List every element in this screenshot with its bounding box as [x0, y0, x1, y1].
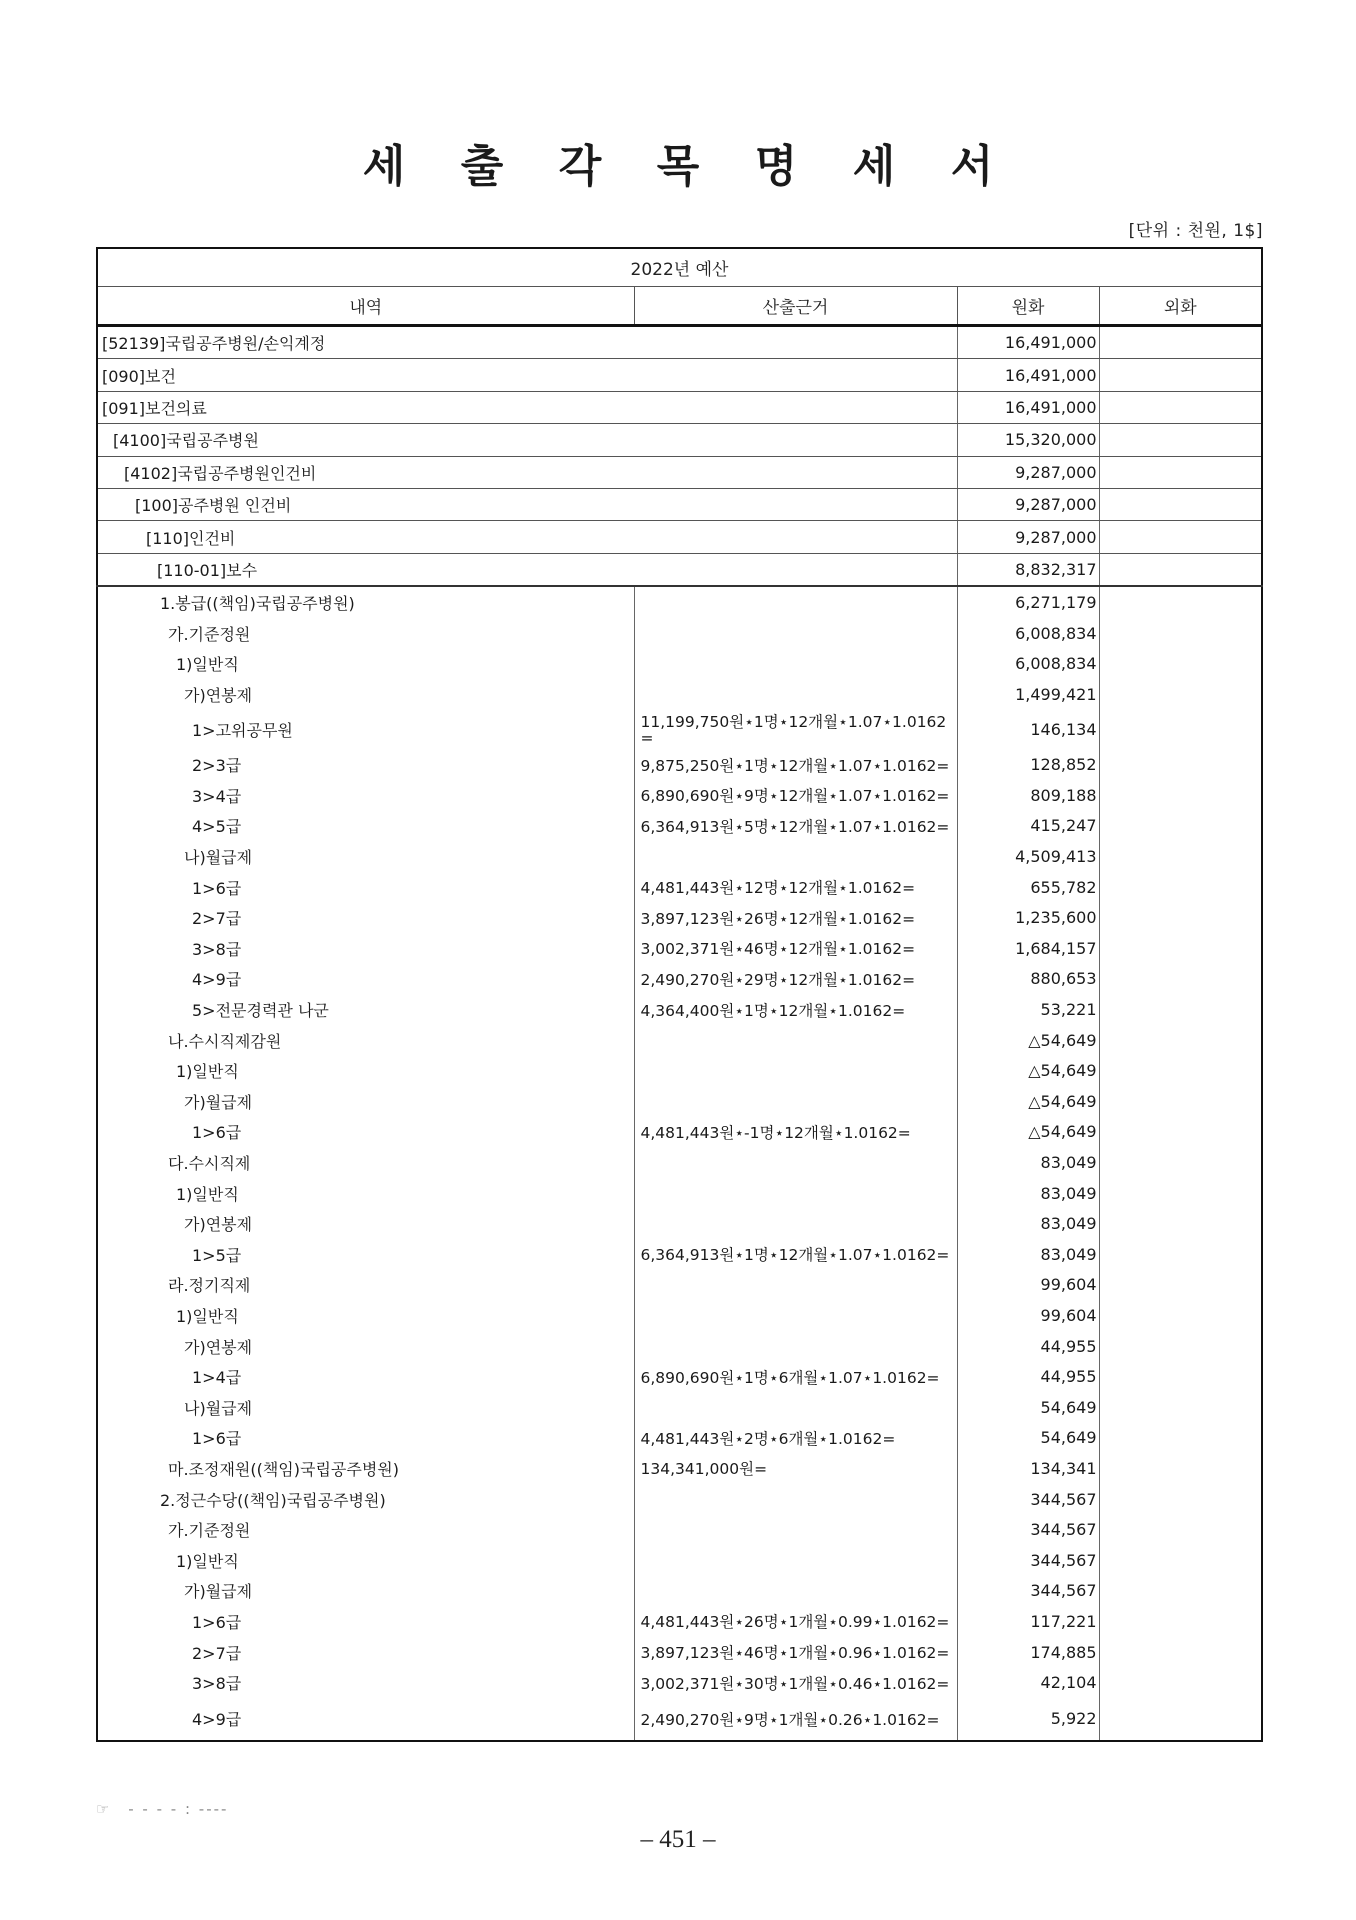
detail-row — [97, 1606, 1262, 1637]
krw-amount: 117,221 — [957, 1606, 1099, 1637]
detail-row — [97, 648, 1262, 679]
krw-amount: 16,491,000 — [957, 359, 1099, 391]
detail-row — [97, 1270, 1262, 1301]
item-label: 5>전문경력관 나군 — [97, 994, 634, 1025]
item-label: 가)월급제 — [97, 1086, 634, 1117]
krw-amount: 128,852 — [957, 750, 1099, 781]
item-label: 다.수시직제 — [97, 1147, 634, 1178]
detail-row — [97, 841, 1262, 872]
calculation-basis: 2,490,270원⋆9명⋆1개월⋆0.26⋆1.0162= — [634, 1698, 957, 1741]
krw-amount: 4,509,413 — [957, 841, 1099, 872]
item-label: [110]인건비 — [97, 521, 957, 553]
header-group-row — [97, 248, 1262, 287]
title-char: 세 — [362, 141, 406, 192]
item-label: 1>6급 — [97, 1117, 634, 1148]
detail-row — [97, 1453, 1262, 1484]
krw-amount: 344,567 — [957, 1514, 1099, 1545]
fx-amount — [1099, 1698, 1262, 1741]
krw-amount: 1,684,157 — [957, 933, 1099, 964]
item-label: 3>4급 — [97, 780, 634, 811]
item-label: 나.수시직제감원 — [97, 1025, 634, 1056]
item-label: 4>9급 — [97, 1698, 634, 1741]
summary-row — [97, 521, 1262, 553]
item-label: [4102]국립공주병원인건비 — [97, 456, 957, 488]
calculation-basis: 6,364,913원⋆5명⋆12개월⋆1.07⋆1.0162= — [634, 811, 957, 842]
item-label: 1)일반직 — [97, 1055, 634, 1086]
fx-amount — [1099, 841, 1262, 872]
item-label: 2>7급 — [97, 1637, 634, 1668]
calculation-basis: 11,199,750원⋆1명⋆12개월⋆1.07⋆1.0162 = — [634, 710, 957, 750]
item-label: 1.봉급((책임)국립공주병원) — [97, 586, 634, 618]
calculation-basis: 4,481,443원⋆-1명⋆12개월⋆1.0162= — [634, 1117, 957, 1148]
item-label: 1)일반직 — [97, 1545, 634, 1576]
fx-amount — [1099, 326, 1262, 359]
item-label: 1)일반직 — [97, 648, 634, 679]
fx-amount — [1099, 1423, 1262, 1454]
item-label: 가)연봉제 — [97, 1208, 634, 1239]
summary-row — [97, 553, 1262, 586]
fx-amount — [1099, 553, 1262, 586]
krw-amount: 344,567 — [957, 1576, 1099, 1607]
header-columns-row — [97, 287, 1262, 326]
krw-amount: 15,320,000 — [957, 424, 1099, 456]
fx-amount — [1099, 1178, 1262, 1209]
calculation-basis — [634, 586, 957, 618]
krw-amount: △54,649 — [957, 1086, 1099, 1117]
item-label: 4>9급 — [97, 964, 634, 995]
krw-amount: 8,832,317 — [957, 553, 1099, 586]
pointing-hand-icon: ☞ — [96, 1800, 112, 1818]
column-header-item: 내역 — [97, 287, 634, 326]
detail-row — [97, 1698, 1262, 1741]
detail-row — [97, 994, 1262, 1025]
item-label: [091]보건의료 — [97, 391, 957, 423]
item-label: 가)연봉제 — [97, 679, 634, 710]
calculation-basis: 6,364,913원⋆1명⋆12개월⋆1.07⋆1.0162= — [634, 1239, 957, 1270]
item-label: 1)일반직 — [97, 1300, 634, 1331]
fx-amount — [1099, 1392, 1262, 1423]
calculation-basis: 3,897,123원⋆26명⋆12개월⋆1.0162= — [634, 902, 957, 933]
calculation-basis: 4,481,443원⋆2명⋆6개월⋆1.0162= — [634, 1423, 957, 1454]
krw-amount: 16,491,000 — [957, 391, 1099, 423]
detail-row — [97, 618, 1262, 649]
detail-row — [97, 1484, 1262, 1515]
fx-amount — [1099, 391, 1262, 423]
fx-amount — [1099, 1667, 1262, 1698]
item-label: 가.기준정원 — [97, 618, 634, 649]
detail-row — [97, 1667, 1262, 1698]
item-label: [110-01]보수 — [97, 553, 957, 586]
detail-row — [97, 1025, 1262, 1056]
detail-row — [97, 1117, 1262, 1148]
fx-amount — [1099, 1545, 1262, 1576]
item-label: 1>6급 — [97, 1423, 634, 1454]
calculation-basis: 6,890,690원⋆9명⋆12개월⋆1.07⋆1.0162= — [634, 780, 957, 811]
calculation-basis — [634, 1484, 957, 1515]
calculation-basis: 6,890,690원⋆1명⋆6개월⋆1.07⋆1.0162= — [634, 1361, 957, 1392]
krw-amount: 134,341 — [957, 1453, 1099, 1484]
krw-amount: 16,491,000 — [957, 326, 1099, 359]
fx-amount — [1099, 1637, 1262, 1668]
krw-amount: △54,649 — [957, 1055, 1099, 1086]
detail-row — [97, 1545, 1262, 1576]
item-label: 2>3급 — [97, 750, 634, 781]
budget-table — [96, 247, 1263, 1742]
calculation-basis: 3,002,371원⋆46명⋆12개월⋆1.0162= — [634, 933, 957, 964]
detail-row — [97, 1361, 1262, 1392]
fx-amount — [1099, 586, 1262, 618]
item-label: 1>5급 — [97, 1239, 634, 1270]
krw-amount: 1,499,421 — [957, 679, 1099, 710]
footnote-text: - - - - : ---- — [128, 1800, 229, 1818]
item-label: 3>8급 — [97, 933, 634, 964]
krw-amount: 344,567 — [957, 1484, 1099, 1515]
calculation-basis — [634, 648, 957, 679]
fx-amount — [1099, 964, 1262, 995]
fx-amount — [1099, 648, 1262, 679]
fx-amount — [1099, 521, 1262, 553]
krw-amount: 5,922 — [957, 1698, 1099, 1741]
fx-amount — [1099, 488, 1262, 520]
detail-row — [97, 1208, 1262, 1239]
fx-amount — [1099, 1086, 1262, 1117]
detail-row — [97, 586, 1262, 618]
fx-amount — [1099, 1208, 1262, 1239]
calculation-basis — [634, 1208, 957, 1239]
fx-amount — [1099, 1606, 1262, 1637]
column-header-basis: 산출근거 — [634, 287, 957, 326]
calculation-basis: 4,364,400원⋆1명⋆12개월⋆1.0162= — [634, 994, 957, 1025]
header-budget-year: 2022년 예산 — [97, 248, 1262, 287]
fx-amount — [1099, 780, 1262, 811]
table-body — [97, 326, 1262, 1741]
calculation-basis — [634, 1025, 957, 1056]
column-header-krw: 원화 — [957, 287, 1099, 326]
krw-amount: 880,653 — [957, 964, 1099, 995]
item-label: 1>고위공무원 — [97, 710, 634, 750]
summary-row — [97, 424, 1262, 456]
detail-row — [97, 1300, 1262, 1331]
fx-amount — [1099, 679, 1262, 710]
krw-amount: 6,271,179 — [957, 586, 1099, 618]
fx-amount — [1099, 750, 1262, 781]
detail-row — [97, 710, 1262, 750]
detail-row — [97, 902, 1262, 933]
item-label: 1>6급 — [97, 1606, 634, 1637]
krw-amount: 809,188 — [957, 780, 1099, 811]
calculation-basis — [634, 1392, 957, 1423]
krw-amount: 83,049 — [957, 1178, 1099, 1209]
krw-amount: 6,008,834 — [957, 648, 1099, 679]
summary-row — [97, 488, 1262, 520]
detail-row — [97, 933, 1262, 964]
detail-row — [97, 1392, 1262, 1423]
fx-amount — [1099, 1361, 1262, 1392]
krw-amount: 655,782 — [957, 872, 1099, 903]
fx-amount — [1099, 872, 1262, 903]
fx-amount — [1099, 359, 1262, 391]
detail-row — [97, 964, 1262, 995]
item-label: 1)일반직 — [97, 1178, 634, 1209]
item-label: [090]보건 — [97, 359, 957, 391]
title-char: 명 — [754, 141, 798, 192]
krw-amount: 53,221 — [957, 994, 1099, 1025]
item-label: [52139]국립공주병원/손익계정 — [97, 326, 957, 359]
title-char: 각 — [558, 141, 602, 192]
krw-amount: 44,955 — [957, 1331, 1099, 1362]
detail-row — [97, 1147, 1262, 1178]
item-label: 1>4급 — [97, 1361, 634, 1392]
krw-amount: 6,008,834 — [957, 618, 1099, 649]
detail-row — [97, 1514, 1262, 1545]
krw-amount: 9,287,000 — [957, 456, 1099, 488]
calculation-basis: 2,490,270원⋆29명⋆12개월⋆1.0162= — [634, 964, 957, 995]
fx-amount — [1099, 1576, 1262, 1607]
fx-amount — [1099, 811, 1262, 842]
item-label: 3>8급 — [97, 1667, 634, 1698]
krw-amount: 44,955 — [957, 1361, 1099, 1392]
detail-row — [97, 1331, 1262, 1362]
column-header-fx: 외화 — [1099, 287, 1262, 326]
item-label: 나)월급제 — [97, 841, 634, 872]
krw-amount: 99,604 — [957, 1300, 1099, 1331]
item-label: 가)연봉제 — [97, 1331, 634, 1362]
item-label: [100]공주병원 인건비 — [97, 488, 957, 520]
calculation-basis: 134,341,000원= — [634, 1453, 957, 1484]
detail-row — [97, 1423, 1262, 1454]
title-char: 서 — [950, 141, 994, 192]
summary-row — [97, 359, 1262, 391]
fx-amount — [1099, 1514, 1262, 1545]
calculation-basis — [634, 679, 957, 710]
calculation-basis — [634, 841, 957, 872]
calculation-basis — [634, 1514, 957, 1545]
summary-row — [97, 391, 1262, 423]
fx-amount — [1099, 424, 1262, 456]
summary-row — [97, 456, 1262, 488]
calculation-basis: 3,002,371원⋆30명⋆1개월⋆0.46⋆1.0162= — [634, 1667, 957, 1698]
calculation-basis: 9,875,250원⋆1명⋆12개월⋆1.07⋆1.0162= — [634, 750, 957, 781]
krw-amount: 54,649 — [957, 1392, 1099, 1423]
footnote — [96, 1800, 228, 1818]
fx-amount — [1099, 1025, 1262, 1056]
detail-row — [97, 1576, 1262, 1607]
detail-row — [97, 780, 1262, 811]
fx-amount — [1099, 1055, 1262, 1086]
calculation-basis — [634, 1086, 957, 1117]
fx-amount — [1099, 994, 1262, 1025]
fx-amount — [1099, 1117, 1262, 1148]
calculation-basis — [634, 1055, 957, 1086]
krw-amount: 42,104 — [957, 1667, 1099, 1698]
item-label: 2>7급 — [97, 902, 634, 933]
fx-amount — [1099, 933, 1262, 964]
fx-amount — [1099, 902, 1262, 933]
detail-row — [97, 750, 1262, 781]
fx-amount — [1099, 1484, 1262, 1515]
detail-row — [97, 1086, 1262, 1117]
summary-row — [97, 326, 1262, 359]
krw-amount: 83,049 — [957, 1208, 1099, 1239]
krw-amount: 99,604 — [957, 1270, 1099, 1301]
calculation-basis — [634, 1545, 957, 1576]
calculation-basis — [634, 1147, 957, 1178]
page-number: – 451 – — [640, 1826, 716, 1853]
unit-label: [단위 : 천원, 1$] — [1128, 221, 1263, 241]
fx-amount — [1099, 1453, 1262, 1484]
item-label: [4100]국립공주병원 — [97, 424, 957, 456]
detail-row — [97, 1239, 1262, 1270]
calculation-basis — [634, 1576, 957, 1607]
krw-amount: 9,287,000 — [957, 521, 1099, 553]
calculation-basis — [634, 1270, 957, 1301]
krw-amount: 415,247 — [957, 811, 1099, 842]
krw-amount: 344,567 — [957, 1545, 1099, 1576]
krw-amount: 9,287,000 — [957, 488, 1099, 520]
detail-row — [97, 811, 1262, 842]
title-char: 출 — [460, 141, 504, 192]
detail-row — [97, 1055, 1262, 1086]
fx-amount — [1099, 618, 1262, 649]
item-label: 가)월급제 — [97, 1576, 634, 1607]
calculation-basis: 4,481,443원⋆26명⋆1개월⋆0.99⋆1.0162= — [634, 1606, 957, 1637]
calculation-basis — [634, 1300, 957, 1331]
fx-amount — [1099, 710, 1262, 750]
fx-amount — [1099, 1331, 1262, 1362]
item-label: 가.기준정원 — [97, 1514, 634, 1545]
calculation-basis: 3,897,123원⋆46명⋆1개월⋆0.96⋆1.0162= — [634, 1637, 957, 1668]
detail-row — [97, 1178, 1262, 1209]
fx-amount — [1099, 456, 1262, 488]
krw-amount: 1,235,600 — [957, 902, 1099, 933]
fx-amount — [1099, 1270, 1262, 1301]
detail-row — [97, 1637, 1262, 1668]
krw-amount: △54,649 — [957, 1117, 1099, 1148]
krw-amount: △54,649 — [957, 1025, 1099, 1056]
detail-row — [97, 872, 1262, 903]
calculation-basis — [634, 1331, 957, 1362]
fx-amount — [1099, 1147, 1262, 1178]
item-label: 마.조정재원((책임)국립공주병원) — [97, 1453, 634, 1484]
krw-amount: 146,134 — [957, 710, 1099, 750]
item-label: 2.정근수당((책임)국립공주병원) — [97, 1484, 634, 1515]
title-char: 목 — [656, 141, 700, 192]
calculation-basis — [634, 618, 957, 649]
document-title — [0, 130, 1356, 194]
item-label: 라.정기직제 — [97, 1270, 634, 1301]
krw-amount: 174,885 — [957, 1637, 1099, 1668]
calculation-basis: 4,481,443원⋆12명⋆12개월⋆1.0162= — [634, 872, 957, 903]
calculation-basis — [634, 1178, 957, 1209]
fx-amount — [1099, 1300, 1262, 1331]
fx-amount — [1099, 1239, 1262, 1270]
item-label: 4>5급 — [97, 811, 634, 842]
krw-amount: 83,049 — [957, 1147, 1099, 1178]
title-char: 세 — [852, 141, 896, 192]
detail-row — [97, 679, 1262, 710]
item-label: 나)월급제 — [97, 1392, 634, 1423]
item-label: 1>6급 — [97, 872, 634, 903]
krw-amount: 83,049 — [957, 1239, 1099, 1270]
krw-amount: 54,649 — [957, 1423, 1099, 1454]
